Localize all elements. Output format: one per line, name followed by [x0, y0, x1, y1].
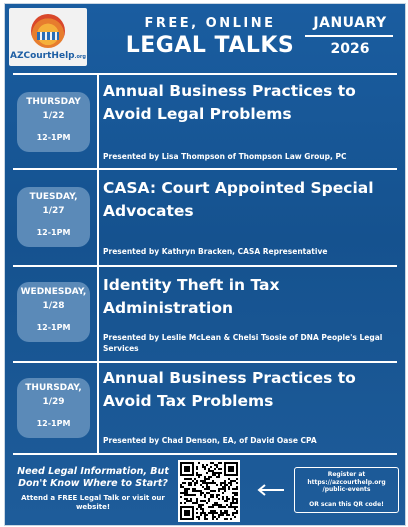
- sun-logo-icon: [31, 14, 65, 48]
- year-label: 2026: [330, 41, 370, 57]
- month-label: JANUARY: [313, 15, 387, 31]
- row-divider: [13, 73, 397, 75]
- event-title: CASA: Court Appointed Special Advocates: [103, 179, 374, 220]
- logo-text: AZCourtHelp.org: [10, 51, 86, 61]
- footer-attend: Attend a FREE Legal Talk or visit our website!: [21, 494, 165, 511]
- arrow-left-icon: [255, 484, 285, 496]
- event-presenter: Presented by Chad Denson, EA, of David Oase CPA: [103, 436, 317, 445]
- event-date: 1/28: [42, 301, 65, 311]
- row-divider: [13, 265, 397, 267]
- flyer: [4, 3, 406, 526]
- row-divider: [13, 168, 397, 170]
- event-date: 1/29: [42, 397, 65, 407]
- event-day: WEDNESDAY,: [20, 287, 87, 297]
- header-title: LEGAL TALKS: [125, 33, 295, 58]
- footer-question: Need Legal Information, But Don't Know Where to Start?: [17, 466, 169, 489]
- event-day: THURSDAY,: [25, 383, 82, 393]
- scan-text: OR scan this QR code!: [309, 501, 384, 508]
- event-presenter: Presented by Kathryn Bracken, CASA Representative: [103, 247, 328, 256]
- event-date-box: [17, 187, 90, 247]
- event-time: 12-1PM: [36, 323, 71, 332]
- event-title: Annual Business Practices to Avoid Legal Problems: [103, 82, 356, 123]
- event-date-box: [17, 378, 90, 438]
- event-date: 1/22: [42, 111, 65, 121]
- register-link[interactable]: Register at https://azcourthelp.org /public-events: [307, 471, 386, 493]
- event-title: Annual Business Practices to Avoid Tax Problems: [103, 369, 356, 410]
- event-day: TUESDAY,: [29, 192, 78, 202]
- event-presenter: Presented by Leslie McLean & Chelsi Tsosie of DNA People's Legal Services: [103, 333, 383, 353]
- vertical-divider: [97, 73, 99, 453]
- event-date-box: [17, 92, 90, 152]
- event-day: THURSDAY: [26, 97, 81, 107]
- event-title: Identity Theft in Tax Administration: [103, 276, 280, 317]
- event-time: 12-1PM: [36, 419, 71, 428]
- header-subtitle: FREE, ONLINE: [144, 16, 276, 31]
- azcourthelp-logo[interactable]: [9, 8, 87, 66]
- month-divider: [305, 35, 393, 37]
- courthouse-columns-icon: [37, 32, 59, 40]
- event-date-box: [17, 282, 90, 342]
- row-divider: [13, 453, 397, 455]
- row-divider: [13, 361, 397, 363]
- event-time: 12-1PM: [36, 228, 71, 237]
- event-time: 12-1PM: [36, 133, 71, 142]
- event-date: 1/27: [42, 206, 65, 216]
- event-presenter: Presented by Lisa Thompson of Thompson Law Group, PC: [103, 152, 347, 161]
- register-box[interactable]: [294, 467, 399, 513]
- qr-code-icon[interactable]: [178, 460, 240, 522]
